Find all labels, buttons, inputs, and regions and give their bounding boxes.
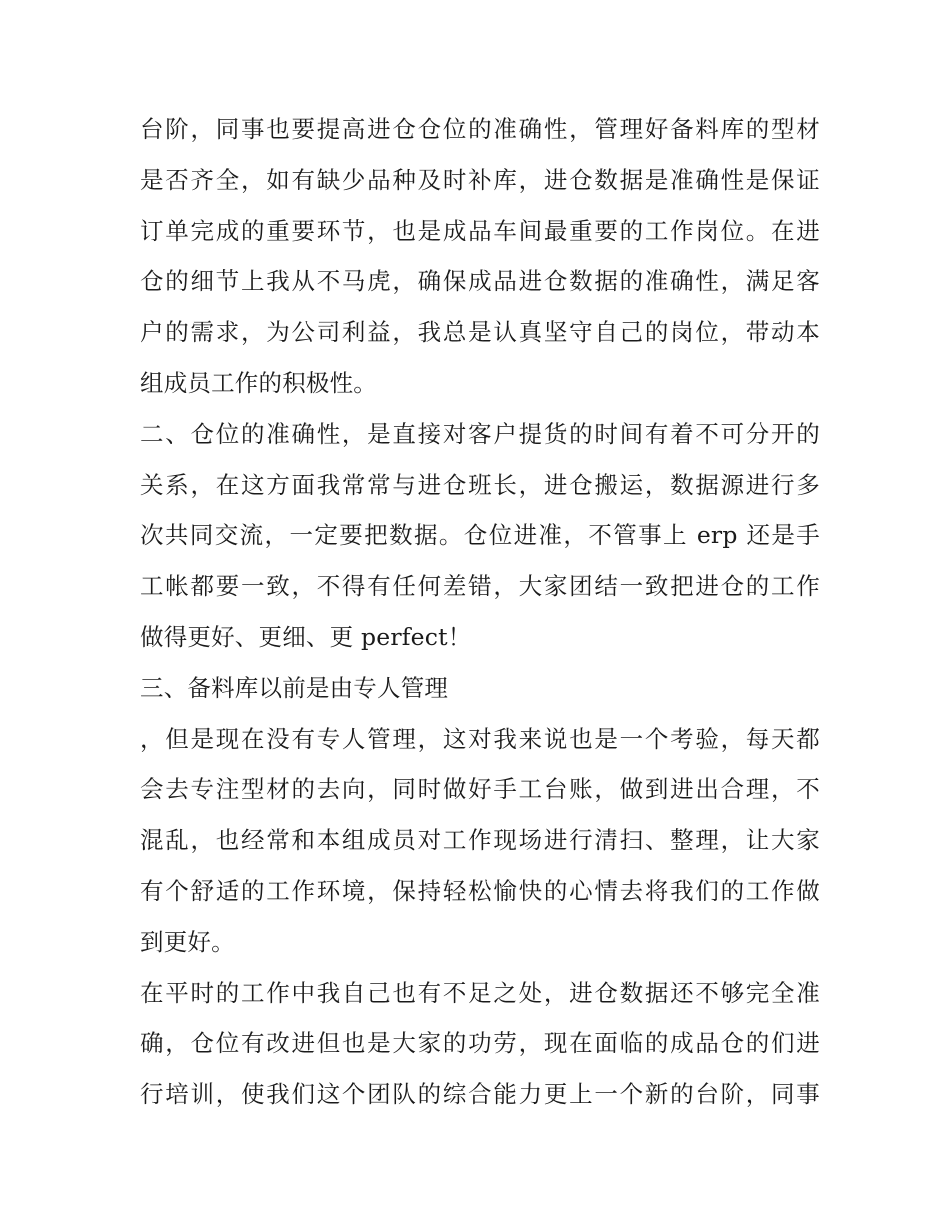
text-line: 到更好。 (140, 927, 235, 956)
document-body-text (140, 104, 820, 1120)
text-line: 有个舒适的工作环境，保持轻松愉快的心情去将我们的工作做 (140, 876, 820, 905)
text-line: 是否齐全，如有缺少品种及时补库，进仓数据是准确性是保证 (140, 165, 820, 194)
text-line: 关系，在这方面我常常与进仓班长，进仓搬运，数据源进行多 (140, 470, 820, 499)
text-line: 行培训，使我们这个团队的综合能力更上一个新的台阶，同事 (140, 1080, 820, 1109)
text-line: 次共同交流，一定要把数据。仓位进准，不管事上 erp 还是手 (140, 521, 820, 550)
text-line: 做得更好、更细、更 perfect！ (140, 622, 472, 651)
text-line: 会去专注型材的去向，同时做好手工台账，做到进出合理，不 (140, 775, 820, 804)
text-line: 组成员工作的积极性。 (140, 368, 377, 397)
text-line: 工帐都要一致，不得有任何差错，大家团结一致把进仓的工作 (140, 572, 820, 601)
text-line: 确，仓位有改进但也是大家的功劳，现在面临的成品仓的们进 (140, 1029, 820, 1058)
text-line: 混乱，也经常和本组成员对工作现场进行清扫、整理，让大家 (140, 826, 820, 855)
text-line: 台阶，同事也要提高进仓仓位的准确性，管理好备料库的型材 (140, 115, 820, 143)
text-line: 二、仓位的准确性，是直接对客户提货的时间有着不可分开的 (140, 419, 820, 448)
text-line: 仓的细节上我从不马虎，确保成品进仓数据的准确性，满足客 (140, 267, 820, 296)
text-line: 户的需求，为公司利益，我总是认真坚守自己的岗位，带动本 (140, 318, 820, 347)
text-line: ，但是现在没有专人管理，这对我来说也是一个考验，每天都 (140, 724, 820, 753)
text-line: 三、备料库以前是由专人管理 (140, 673, 449, 702)
text-line: 在平时的工作中我自己也有不足之处，进仓数据还不够完全准 (140, 978, 820, 1007)
text-line: 订单完成的重要环节，也是成品车间最重要的工作岗位。在进 (140, 216, 820, 245)
